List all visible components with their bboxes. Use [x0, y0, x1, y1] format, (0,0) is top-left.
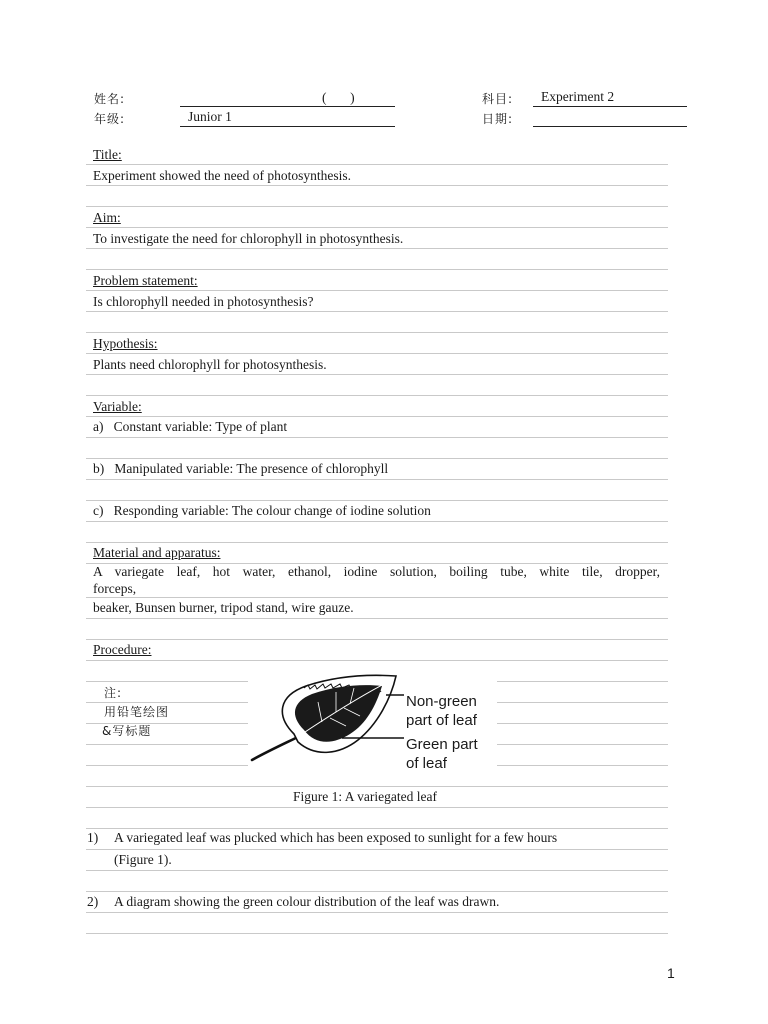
rule-line [86, 332, 668, 333]
rule-line [497, 723, 668, 724]
title-text: Experiment showed the need of photosynthesis. [93, 168, 351, 183]
material-line-2: forceps, [93, 581, 137, 596]
green-label-2: of leaf [406, 755, 447, 772]
grade-value: Junior 1 [188, 109, 232, 124]
rule-line [86, 374, 668, 375]
rule-line [86, 437, 668, 438]
page-number: 1 [667, 965, 675, 981]
hypothesis-text: Plants need chlorophyll for photosynthesis. [93, 357, 327, 372]
procedure-heading: Procedure: [93, 642, 152, 657]
date-label: 日期: [482, 112, 514, 126]
variable-heading: Variable: [93, 399, 142, 414]
note-title: &写标题 [102, 724, 152, 738]
rule-line [86, 248, 668, 249]
rule-line [86, 164, 668, 165]
rule-line [86, 416, 668, 417]
rule-line [86, 618, 668, 619]
rule-line [86, 353, 668, 354]
rule-line [86, 639, 668, 640]
grade-underline[interactable] [180, 126, 395, 127]
rule-line [86, 542, 668, 543]
rule-line [86, 786, 668, 787]
rule-line [497, 744, 668, 745]
material-line-3: beaker, Bunsen burner, tripod stand, wire gauze. [93, 600, 354, 615]
problem-text: Is chlorophyll needed in photosynthesis? [93, 294, 314, 309]
rule-line [86, 597, 668, 598]
rule-line [86, 681, 248, 682]
rule-line [86, 870, 668, 871]
subject-underline[interactable] [533, 106, 687, 107]
name-underline[interactable] [180, 106, 395, 107]
rule-line [497, 765, 668, 766]
rule-line [86, 269, 668, 270]
note-pencil: 用铅笔绘图 [104, 705, 170, 719]
title-heading: Title: [93, 147, 122, 162]
hypothesis-heading: Hypothesis: [93, 336, 158, 351]
subject-label: 科目: [482, 92, 514, 106]
aim-heading: Aim: [93, 210, 121, 225]
grade-label: 年级: [94, 112, 126, 126]
rule-line [86, 912, 668, 913]
rule-line [86, 807, 668, 808]
class-number-paren: ( ) [322, 90, 355, 105]
figure-caption: Figure 1: A variegated leaf [293, 789, 437, 804]
rule-line [86, 290, 668, 291]
rule-line [86, 891, 668, 892]
step-2-number: 2) [87, 894, 99, 909]
green-label-1: Green part [406, 736, 478, 753]
rule-line [86, 500, 668, 501]
rule-line [86, 185, 668, 186]
rule-line [86, 395, 668, 396]
step-1-text-cont: (Figure 1). [114, 852, 172, 867]
note-label: 注: [104, 686, 123, 700]
rule-line [86, 311, 668, 312]
rule-line [86, 828, 668, 829]
material-heading: Material and apparatus: [93, 545, 221, 560]
date-underline[interactable] [533, 126, 687, 127]
rule-line [86, 765, 248, 766]
rule-line [86, 206, 668, 207]
rule-line [86, 521, 668, 522]
aim-text: To investigate the need for chlorophyll in photosynthesis. [93, 231, 404, 246]
rule-line [497, 681, 668, 682]
constant-variable: a) Constant variable: Type of plant [93, 419, 288, 434]
name-label: 姓名: [94, 92, 126, 106]
rule-line [497, 702, 668, 703]
rule-line [86, 227, 668, 228]
step-2-text: A diagram showing the green colour distribution of the leaf was drawn. [114, 894, 500, 909]
subject-value: Experiment 2 [541, 89, 615, 104]
responding-variable: c) Responding variable: The colour change of iodine solution [93, 503, 431, 518]
nongreen-label-1: Non-green [406, 693, 477, 710]
rule-line [86, 458, 668, 459]
step-1-text: A variegated leaf was plucked which has been exposed to sunlight for a few hours [114, 830, 558, 845]
rule-line [86, 933, 668, 934]
rule-line [86, 479, 668, 480]
step-1-number: 1) [87, 830, 99, 845]
rule-line [86, 849, 668, 850]
rule-line [86, 660, 668, 661]
material-line-1: A variegate leaf, hot water, ethanol, iodine solution, boiling tube, white tile, dropper, [93, 564, 660, 579]
nongreen-label-2: part of leaf [406, 712, 477, 729]
problem-heading: Problem statement: [93, 273, 198, 288]
rule-line [86, 744, 248, 745]
manipulated-variable: b) Manipulated variable: The presence of chlorophyll [93, 461, 389, 476]
